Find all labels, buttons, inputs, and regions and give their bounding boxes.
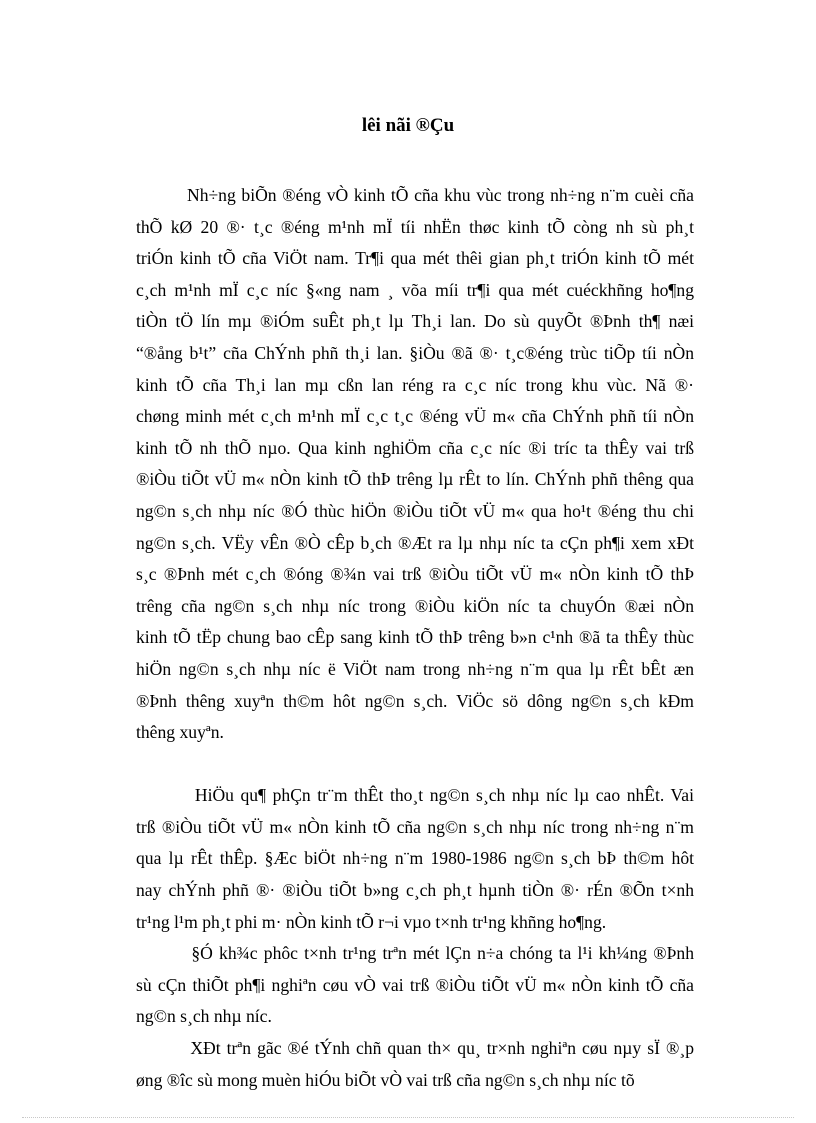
text-line: thêng xuyªn.	[136, 722, 224, 743]
text-line: ®Þnh thêng xuyªn th©m hôt ng©n s¸ch. ViÖc sö dông ng©n s¸ch kÐm	[136, 690, 694, 711]
text-line: kinh tÕ cña Th¸i lan mµ cßn lan réng ra c¸c níc trong khu vùc. Nã ®·	[136, 374, 694, 395]
page-bottom-rule	[22, 1117, 794, 1118]
paragraph	[136, 938, 694, 1033]
paragraph-gap	[136, 749, 694, 781]
text-line: hiÖn ng©n s¸ch nhµ níc ë ViÖt nam trong nh÷ng n¨m qua lµ rÊt bÊt æn	[136, 658, 694, 679]
paragraph	[136, 780, 694, 938]
text-line: thÕ kØ 20 ®· t¸c ®éng m¹nh mÏ tíi nhËn thøc kinh tÕ còng nh sù ph¸t	[136, 216, 694, 237]
text-line: trêng cña ng©n s¸ch nhµ níc trong ®iÒu kiÖn níc ta chuyÓn ®æi nÒn	[136, 595, 694, 616]
text-line: XÐt trªn gãc ®é tÝnh chñ quan th× qu¸ tr×nh nghiªn cøu nµy sÏ ®¸p	[136, 1038, 694, 1059]
text-line: c¸ch m¹nh mÏ c¸c níc §«ng nam ¸ võa míi tr¶i qua mét cuéckhñng ho¶ng	[136, 279, 694, 300]
text-line: ®iÒu tiÕt vÜ m« nÒn kinh tÕ thÞ trêng lµ rÊt to lín. ChÝnh phñ thêng qua	[136, 469, 694, 490]
text-line: §Ó kh¾c phôc t×nh tr¹ng trªn mét lÇn n÷a chóng ta l¹i kh¼ng ®Þnh	[136, 943, 694, 964]
text-line: ng©n s¸ch nhµ níc ®Ó thùc hiÖn ®iÒu tiÕt vÜ m« qua ho¹t ®éng thu chi	[136, 500, 694, 521]
text-line: Nh÷ng biÕn ®éng vÒ kinh tÕ cña khu vùc trong nh÷ng n¨m cuèi cña	[136, 185, 694, 205]
paragraph	[136, 1033, 694, 1096]
text-line: kinh tÕ tËp chung bao cÊp sang kinh tÕ thÞ trêng b»n c¹nh ®ã ta thÊy thùc	[136, 627, 694, 648]
text-line: HiÖu qu¶ phÇn tr¨m thÊt tho¸t ng©n s¸ch nhµ níc lµ cao nhÊt. Vai	[136, 785, 694, 806]
text-line: s¸c ®Þnh mét c¸ch ®óng ®¾n vai trß ®iÒu tiÕt vÜ m« nÒn kinh tÕ thÞ	[136, 564, 694, 585]
text-line: tr¹ng l¹m ph¸t phi m· nÒn kinh tÕ r¬i vµo t×nh tr¹ng khñng ho¶ng.	[136, 911, 607, 932]
text-line: nay chÝnh phñ ®· ®iÒu tiÕt b»ng c¸ch ph¸t hµnh tiÒn ®· rÉn ®Õn t×nh	[136, 880, 694, 901]
paragraph	[136, 180, 694, 749]
text-line: chøng minh mét c¸ch m¹nh mÏ c¸c t¸c ®éng vÜ m« cña ChÝnh phñ tíi nÒn	[136, 406, 694, 427]
text-line: qua lµ rÊt thÊp. §Æc biÖt nh÷ng n¨m 1980-1986 ng©n s¸ch bÞ th©m hôt	[136, 848, 694, 869]
body-text	[136, 180, 694, 1096]
text-line: tiÒn tÖ lín mµ ®iÓm suÊt ph¸t lµ Th¸i lan. Do sù quyÕt ®Þnh th¶ næi	[136, 311, 694, 332]
text-line: øng ®îc sù mong muèn hiÓu biÕt vÒ vai trß cña ng©n s¸ch nhµ níc tõ	[136, 1069, 635, 1090]
text-line: sù cÇn thiÕt ph¶i nghiªn cøu vÒ vai trß ®iÒu tiÕt vÜ m« nÒn kinh tÕ cña	[136, 974, 694, 995]
text-line: trß ®iÒu tiÕt vÜ m« nÒn kinh tÕ cña ng©n s¸ch nhµ níc trong nh÷ng n¨m	[136, 816, 694, 837]
text-line: ng©n s¸ch. VËy vÊn ®Ò cÊp b¸ch ®Æt ra lµ nhµ níc ta cÇn ph¶i xem xÐt	[136, 532, 694, 553]
text-line: “®ång b¹t” cña ChÝnh phñ th¸i lan. §iÒu ®ã ®· t¸c®éng trùc tiÕp tíi nÒn	[136, 342, 694, 363]
text-line: ng©n s¸ch nhµ níc.	[136, 1006, 272, 1027]
page-title: lêi nãi ®Çu	[361, 115, 455, 136]
text-line: triÓn kinh tÕ cña ViÖt nam. Tr¶i qua mét thêi gian ph¸t triÓn kinh tÕ mét	[136, 248, 694, 269]
text-line: kinh tÕ nh thÕ nµo. Qua kinh nghiÖm cña c¸c níc ®i tríc ta thÊy vai trß	[136, 437, 694, 458]
